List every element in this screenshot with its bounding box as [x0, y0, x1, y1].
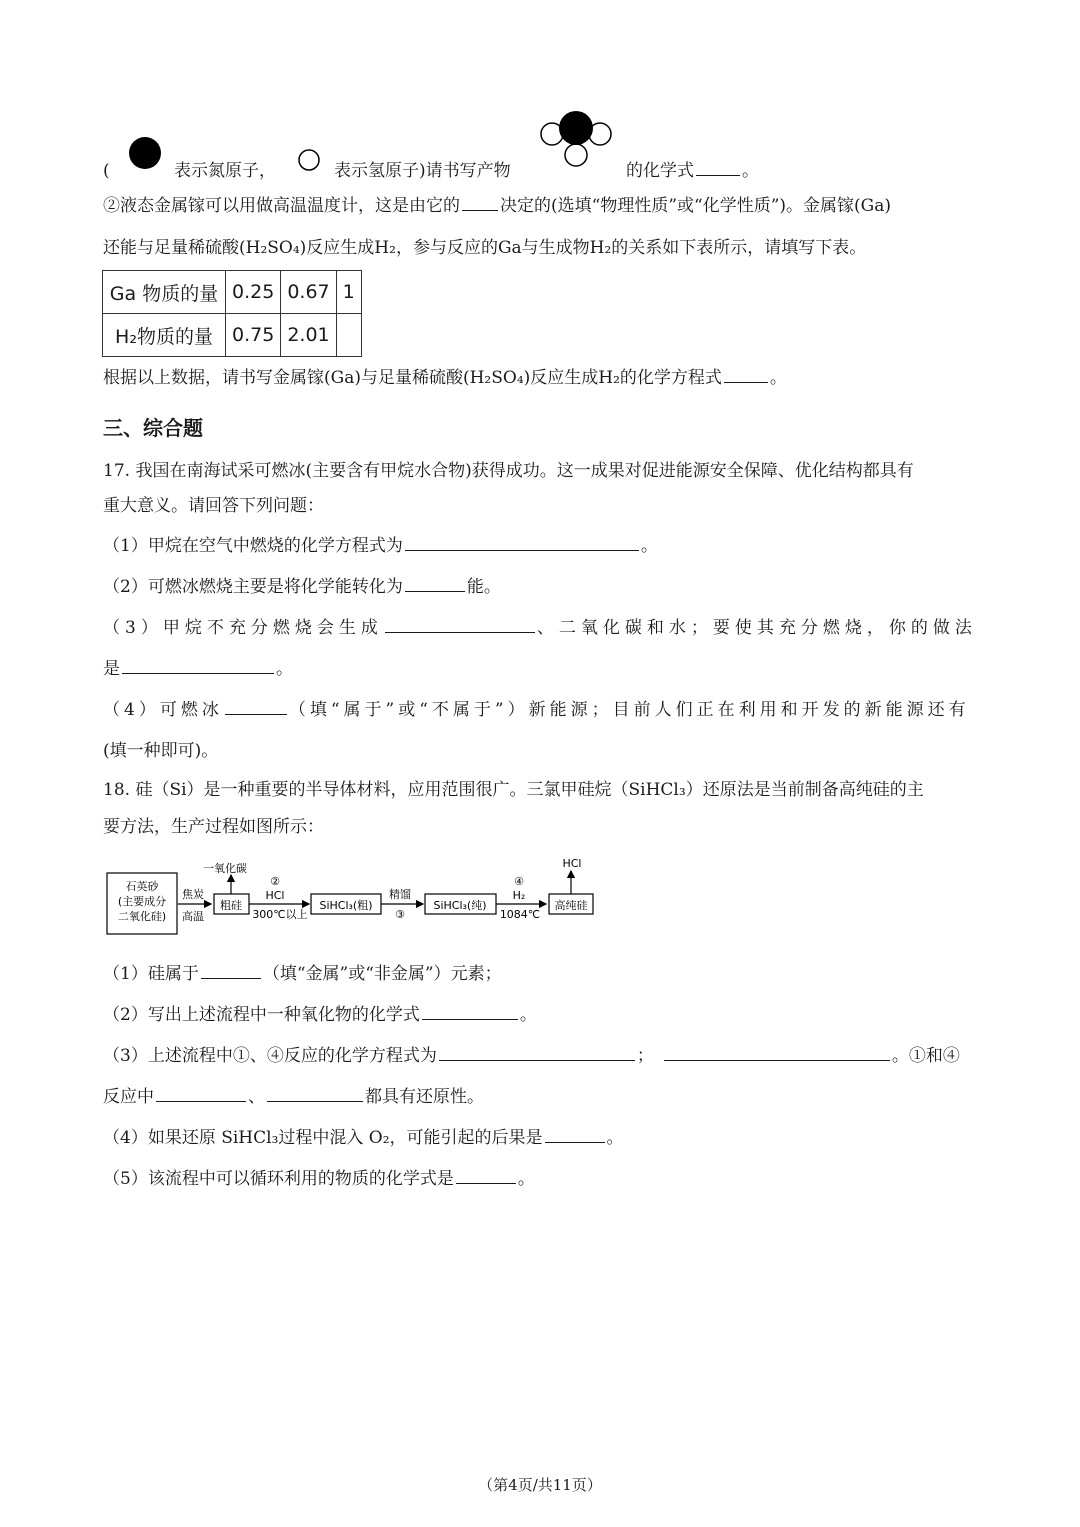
- q17-part4: （4）可燃冰 （填“属于”或“不属于”）新能源；目前人们正在利用和开发的新能源还有: [103, 700, 970, 720]
- gallium-paragraph-line2: 还能与足量稀硫酸(H₂SO₄)反应生成H₂，参与反应的Ga与生成物H₂的关系如下表所示，请填写下表。: [103, 238, 867, 258]
- q17-part3-line2: 是 。: [103, 659, 293, 679]
- nitrogen-atom-icon: [126, 134, 166, 174]
- table-cell-empty[interactable]: [336, 314, 361, 357]
- nitrogen-legend-text: 表示氮原子，: [174, 161, 276, 181]
- flow-step2-reagent: HCl: [265, 889, 285, 902]
- answer-blank[interactable]: [405, 534, 639, 551]
- answer-blank[interactable]: [122, 657, 274, 674]
- flow-step1-condition: 高温: [182, 910, 204, 923]
- table-cell-label: H₂物质的量: [103, 314, 226, 357]
- answer-blank[interactable]: [422, 1003, 518, 1020]
- answer-blank[interactable]: [225, 698, 287, 715]
- answer-blank[interactable]: [156, 1085, 246, 1102]
- table-cell-label: Ga 物质的量: [103, 271, 226, 314]
- q17-part3: （3）甲烷不充分燃烧会生成 、二氧化碳和水；要使其充分燃烧，你的做法: [103, 618, 977, 638]
- answer-blank[interactable]: [724, 366, 768, 383]
- q17-part4-line2: (填一种即可)。: [103, 741, 219, 761]
- flow-box1-line1: 石英砂: [125, 880, 159, 893]
- answer-blank[interactable]: [267, 1085, 363, 1102]
- section-title: 三、综合题: [103, 416, 203, 440]
- ga-h2-table: [102, 270, 362, 357]
- q18-part3-line2: 反应中 、 都具有还原性。: [103, 1087, 484, 1107]
- hydrogen-atom-icon: [296, 147, 324, 175]
- gallium-paragraph-line1: ②液态金属镓可以用做高温温度计，这是由它的 决定的(选填“物理性质”或“化学性质”)。金属镓(Ga): [103, 196, 892, 216]
- answer-blank[interactable]: [456, 1167, 516, 1184]
- flow-byproduct-hcl: HCl: [562, 857, 582, 870]
- q18-part5: （5）该流程中可以循环利用的物质的化学式是 。: [103, 1169, 535, 1189]
- flow-step3-number: ③: [395, 908, 405, 921]
- table-cell: 0.67: [281, 271, 336, 314]
- flow-step2-condition: 300℃以上: [252, 908, 308, 921]
- q17-part1: （1）甲烷在空气中燃烧的化学方程式为 。: [103, 536, 658, 556]
- table-cell: 2.01: [281, 314, 336, 357]
- flow-step4-reagent: H₂: [512, 889, 526, 902]
- ammonia-molecule-icon: [536, 108, 616, 170]
- table-cell: 0.75: [226, 314, 281, 357]
- q17-part2: （2）可燃冰燃烧主要是将化学能转化为 能。: [103, 577, 501, 597]
- flow-step4-condition: 1084℃: [499, 908, 541, 921]
- flow-byproduct-co: 一氧化碳: [203, 862, 247, 875]
- table-row: [103, 314, 362, 357]
- flow-step3-process: 精馏: [389, 888, 411, 901]
- answer-blank[interactable]: [462, 194, 498, 211]
- q18-part3: （3）上述流程中①、④反应的化学方程式为 ； 。①和④: [103, 1046, 960, 1066]
- answer-blank[interactable]: [664, 1044, 890, 1061]
- silicon-production-flowchart: [103, 852, 603, 938]
- open-paren: (: [103, 161, 110, 181]
- equation-prompt: 根据以上数据，请书写金属镓(Ga)与足量稀硫酸(H₂SO₄)反应生成H₂的化学方程式 。: [103, 368, 787, 388]
- flow-box1-line2: (主要成分: [117, 895, 167, 908]
- q18-stem-line1: 18. 硅（Si）是一种重要的半导体材料，应用范围很广。三氯甲硅烷（SiHCl₃）还原法是当前制备高纯硅的主: [103, 780, 924, 800]
- answer-blank[interactable]: [385, 616, 535, 633]
- answer-blank[interactable]: [545, 1126, 605, 1143]
- answer-blank[interactable]: [696, 159, 740, 176]
- flow-step2-number: ②: [270, 875, 280, 888]
- flow-box2-label: 粗硅: [220, 899, 242, 912]
- q17-stem-line2: 重大意义。请回答下列问题：: [103, 496, 324, 516]
- flow-step4-number: ④: [514, 875, 524, 888]
- table-cell: 1: [336, 271, 361, 314]
- flow-step1-reagent: 焦炭: [182, 888, 204, 901]
- flow-box4-label: SiHCl₃(纯): [433, 899, 487, 912]
- formula-prompt: 的化学式 。: [626, 161, 759, 181]
- answer-blank[interactable]: [201, 962, 261, 979]
- answer-blank[interactable]: [439, 1044, 635, 1061]
- table-cell: 0.25: [226, 271, 281, 314]
- q18-part1: （1）硅属于 （填“金属”或“非金属”）元素；: [103, 964, 502, 984]
- flow-box3-label: SiHCl₃(粗): [319, 899, 373, 912]
- q18-part4: （4）如果还原 SiHCl₃过程中混入 O₂，可能引起的后果是 。: [103, 1128, 624, 1148]
- flow-box5-label: 高纯硅: [554, 899, 588, 912]
- flow-box1-line3: 二氧化硅): [117, 910, 167, 923]
- page-footer: （第4页/共11页）: [478, 1476, 602, 1494]
- hydrogen-legend-text: 表示氢原子)请书写产物: [334, 161, 511, 181]
- q18-part2: （2）写出上述流程中一种氧化物的化学式 。: [103, 1005, 537, 1025]
- q18-stem-line2: 要方法，生产过程如图所示：: [103, 817, 324, 837]
- q17-stem-line1: 17. 我国在南海试采可燃冰(主要含有甲烷水合物)获得成功。这一成果对促进能源安全保障、优化结构都具有: [103, 461, 914, 481]
- answer-blank[interactable]: [405, 575, 465, 592]
- table-row: [103, 271, 362, 314]
